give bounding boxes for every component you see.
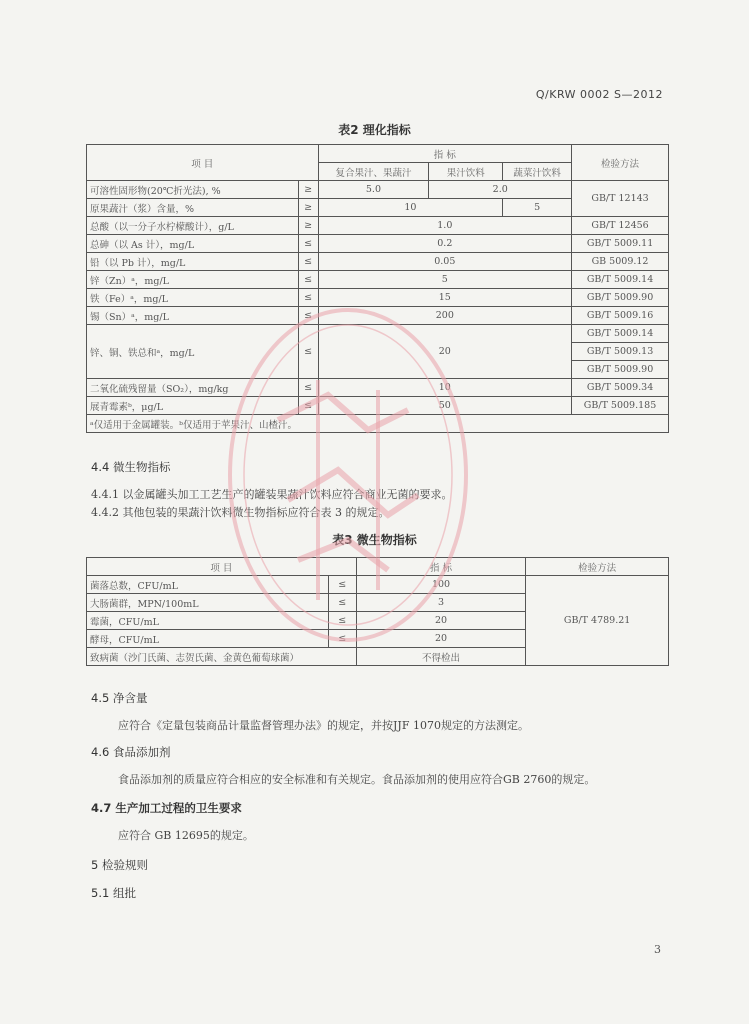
row-name: 可溶性固形物(20℃折光法), % <box>87 181 299 199</box>
row-op: ≤ <box>328 576 356 594</box>
header-sub1: 复合果汁、果蔬汁 <box>318 163 429 181</box>
row-method: GB/T 5009.11 <box>572 235 669 253</box>
row-op: ≤ <box>298 235 318 253</box>
header-sub2: 果汁饮料 <box>429 163 503 181</box>
row-name: 致病菌（沙门氏菌、志贺氏菌、金黄色葡萄球菌） <box>87 648 357 666</box>
row-op: ≤ <box>328 594 356 612</box>
table2 <box>86 144 669 433</box>
table2-caption: 表2 理化指标 <box>338 123 411 137</box>
row-name: 锌（Zn）ᵃ，mg/L <box>87 271 299 289</box>
row-op: ≤ <box>298 271 318 289</box>
table-row <box>87 325 669 343</box>
header-item: 项 目 <box>87 558 357 576</box>
row-value: 5 <box>318 271 572 289</box>
row-value: 2.0 <box>429 181 572 199</box>
row-value: 5 <box>503 199 572 217</box>
row-op: ≤ <box>298 379 318 397</box>
row-value: 100 <box>356 576 525 594</box>
section-5-heading: 5 检验规则 <box>91 858 148 872</box>
header-item: 项 目 <box>87 145 319 181</box>
header-sub3: 蔬菜汁饮料 <box>503 163 572 181</box>
row-op: ≤ <box>328 630 356 648</box>
row-value: 3 <box>356 594 525 612</box>
row-name: 菌落总数，CFU/mL <box>87 576 329 594</box>
row-name: 酵母，CFU/mL <box>87 630 329 648</box>
row-value: 15 <box>318 289 572 307</box>
section-4-5-heading: 4.5 净含量 <box>91 691 148 705</box>
row-method: GB/T 5009.14 <box>572 271 669 289</box>
row-value: 20 <box>356 612 525 630</box>
row-value: 20 <box>356 630 525 648</box>
row-op: ≤ <box>298 325 318 379</box>
row-op: ≤ <box>298 289 318 307</box>
table-row <box>87 397 669 415</box>
section-4-6-heading: 4.6 食品添加剂 <box>91 745 171 759</box>
row-value: 10 <box>318 199 503 217</box>
row-op: ≤ <box>328 612 356 630</box>
table-row <box>87 379 669 397</box>
table-row <box>87 271 669 289</box>
row-name: 霉菌，CFU/mL <box>87 612 329 630</box>
standard-code: Q/KRW 0002 S—2012 <box>535 88 663 101</box>
section-4-6-body: 食品添加剂的质量应符合相应的安全标准和有关规定。食品添加剂的使用应符合GB 2760的规定。 <box>118 773 596 786</box>
row-value: 20 <box>318 325 572 379</box>
header-method: 检验方法 <box>572 145 669 181</box>
table-row <box>87 289 669 307</box>
section-4-5-body: 应符合《定量包装商品计量监督管理办法》的规定，并按JJF 1070规定的方法测定。 <box>118 719 529 732</box>
row-value: 1.0 <box>318 217 572 235</box>
row-op: ≥ <box>298 181 318 199</box>
section-4-7-body: 应符合 GB 12695的规定。 <box>118 829 254 842</box>
row-method: GB/T 5009.185 <box>572 397 669 415</box>
row-value: 0.2 <box>318 235 572 253</box>
row-method: GB/T 5009.34 <box>572 379 669 397</box>
table-row <box>87 307 669 325</box>
table-row <box>87 576 669 594</box>
row-method: GB/T 4789.21 <box>526 576 669 666</box>
section-4-7-heading: 4.7 生产加工过程的卫生要求 <box>91 801 242 815</box>
section-4-4-heading: 4.4 微生物指标 <box>91 460 171 474</box>
row-name: 总砷（以 As 计），mg/L <box>87 235 299 253</box>
row-name: 展青霉素ᵇ，μg/L <box>87 397 299 415</box>
row-name: 原果蔬汁（浆）含量，% <box>87 199 299 217</box>
row-value: 10 <box>318 379 572 397</box>
row-name: 铁（Fe）ᵃ，mg/L <box>87 289 299 307</box>
row-name: 铅（以 Pb 计），mg/L <box>87 253 299 271</box>
row-method: GB/T 5009.13 <box>572 343 669 361</box>
row-method: GB/T 5009.90 <box>572 289 669 307</box>
table-row <box>87 253 669 271</box>
section-4-4-1: 4.4.1 以金属罐头加工工艺生产的罐装果蔬汁饮料应符合商业无菌的要求。 <box>91 488 453 501</box>
section-5-1-heading: 5.1 组批 <box>91 886 136 900</box>
row-value: 不得检出 <box>356 648 525 666</box>
row-method: GB/T 5009.16 <box>572 307 669 325</box>
row-op: ≤ <box>298 253 318 271</box>
header-indicator: 指 标 <box>318 145 572 163</box>
row-name: 大肠菌群，MPN/100mL <box>87 594 329 612</box>
row-value: 0.05 <box>318 253 572 271</box>
table-row <box>87 235 669 253</box>
row-op: ≥ <box>298 199 318 217</box>
row-method: GB/T 5009.90 <box>572 361 669 379</box>
row-method: GB/T 5009.14 <box>572 325 669 343</box>
row-op: ≤ <box>298 307 318 325</box>
table3 <box>86 557 669 666</box>
row-name: 锡（Sn）ᵃ，mg/L <box>87 307 299 325</box>
row-name: 总酸（以一分子水柠檬酸计），g/L <box>87 217 299 235</box>
table-note: ᵃ仅适用于金属罐装。ᵇ仅适用于苹果汁、山楂汁。 <box>87 415 669 433</box>
row-op: ≥ <box>298 217 318 235</box>
section-4-4-2: 4.4.2 其他包装的果蔬汁饮料微生物指标应符合表 3 的规定。 <box>91 506 390 519</box>
row-method: GB/T 12456 <box>572 217 669 235</box>
row-value: 200 <box>318 307 572 325</box>
table-header-row <box>87 145 669 163</box>
row-method: GB/T 12143 <box>572 181 669 217</box>
row-op: ≤ <box>298 397 318 415</box>
header-method: 检验方法 <box>526 558 669 576</box>
table-header-row <box>87 558 669 576</box>
row-name: 锌、铜、铁总和ᵃ，mg/L <box>87 325 299 379</box>
row-method: GB 5009.12 <box>572 253 669 271</box>
table-row <box>87 181 669 199</box>
page-number: 3 <box>654 943 661 956</box>
header-indicator: 指 标 <box>356 558 525 576</box>
row-name: 二氧化硫残留量（SO₂），mg/kg <box>87 379 299 397</box>
row-value: 50 <box>318 397 572 415</box>
table-row <box>87 217 669 235</box>
table3-caption: 表3 微生物指标 <box>332 533 417 547</box>
table-note-row <box>87 415 669 433</box>
row-value: 5.0 <box>318 181 429 199</box>
